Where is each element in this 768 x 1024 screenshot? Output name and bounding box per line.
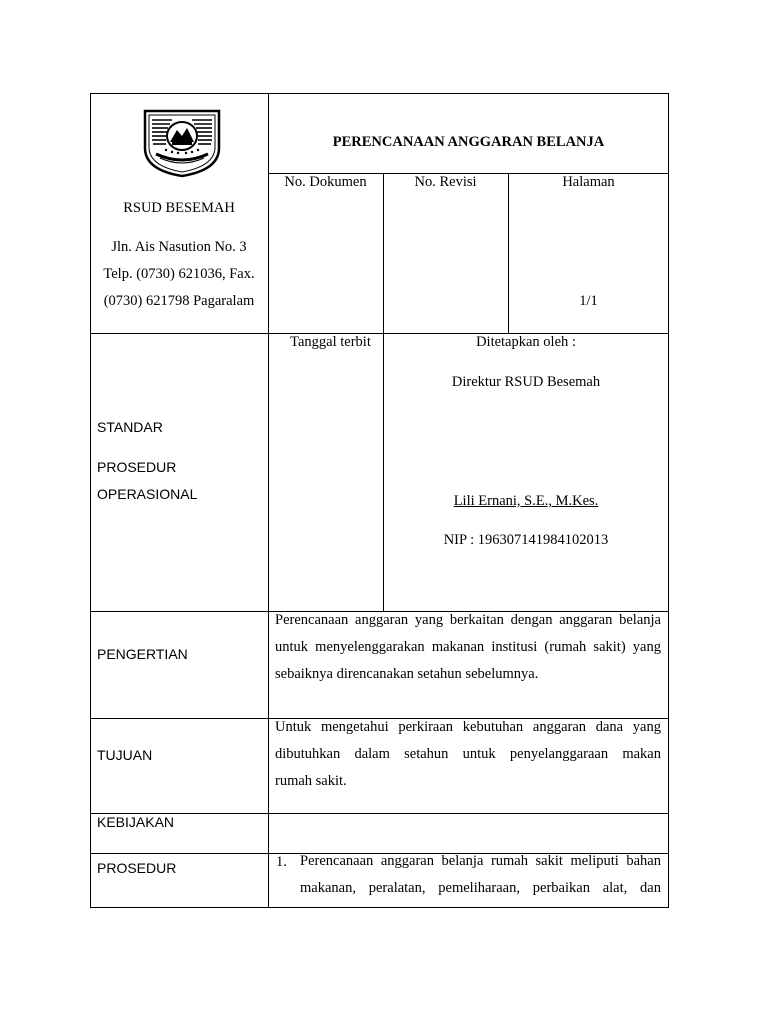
sop-label-line-3: OPERASIONAL bbox=[97, 486, 198, 502]
prosedur-line: makanan, peralatan, pemeliharaan, perbaikan alat, dan bbox=[300, 880, 661, 896]
pengertian-label: PENGERTIAN bbox=[97, 646, 188, 662]
address-line-2: Telp. (0730) 621036, Fax. bbox=[103, 266, 255, 282]
label-column-divider bbox=[268, 93, 269, 908]
pengertian-text bbox=[275, 607, 661, 688]
tujuan-row-divider bbox=[90, 813, 669, 814]
prosedur-line: Perencanaan anggaran belanja rumah sakit meliputi bahan bbox=[300, 853, 661, 869]
tujuan-line: dibutuhkan dalam setahun untuk penyelanggaraan makan bbox=[275, 746, 661, 762]
revision-column-divider bbox=[508, 173, 509, 333]
prosedur-label: PROSEDUR bbox=[97, 860, 177, 876]
kebijakan-label: KEBIJAKAN bbox=[97, 814, 175, 830]
page-label: Halaman bbox=[562, 174, 615, 190]
tujuan-line: rumah sakit. bbox=[275, 773, 347, 789]
director-title: Direktur RSUD Besemah bbox=[451, 374, 601, 390]
tujuan-line: Untuk mengetahui perkiraan kebutuhan anggaran dana yang bbox=[275, 719, 661, 735]
set-by-label: Ditetapkan oleh : bbox=[476, 334, 576, 350]
signatory-nip: NIP : 196307141984102013 bbox=[443, 532, 609, 548]
signatory-name: Lili Ernani, S.E., M.Kes. bbox=[453, 493, 599, 509]
pengertian-line: untuk menyelenggarakan makanan institusi (rumah sakit) yang bbox=[275, 639, 661, 655]
institution-name: RSUD BESEMAH bbox=[123, 200, 235, 216]
prosedur-item-text bbox=[300, 848, 661, 902]
issue-date-label: Tanggal terbit bbox=[290, 334, 371, 350]
prosedur-item-number: 1. bbox=[276, 854, 287, 870]
revision-number-label: No. Revisi bbox=[414, 174, 477, 190]
sop-label-line-1: STANDAR bbox=[97, 419, 163, 435]
tujuan-text bbox=[275, 714, 661, 795]
doc-number-label: No. Dokumen bbox=[284, 174, 367, 190]
rsud-besemah-emblem-icon bbox=[142, 108, 222, 178]
pengertian-line: Perencanaan anggaran yang berkaitan dengan anggaran belanja bbox=[275, 612, 661, 628]
pengertian-line: sebaiknya direncanakan setahun sebelumnya. bbox=[275, 666, 539, 682]
page-value: 1/1 bbox=[579, 293, 598, 309]
sop-label-line-2: PROSEDUR bbox=[97, 459, 177, 475]
document-title: PERENCANAAN ANGGARAN BELANJA bbox=[332, 134, 605, 150]
tujuan-label: TUJUAN bbox=[97, 747, 153, 763]
address-line-1: Jln. Ais Nasution No. 3 bbox=[111, 239, 247, 255]
address-line-3: (0730) 621798 Pagaralam bbox=[103, 293, 255, 309]
header-row-divider bbox=[90, 333, 669, 334]
